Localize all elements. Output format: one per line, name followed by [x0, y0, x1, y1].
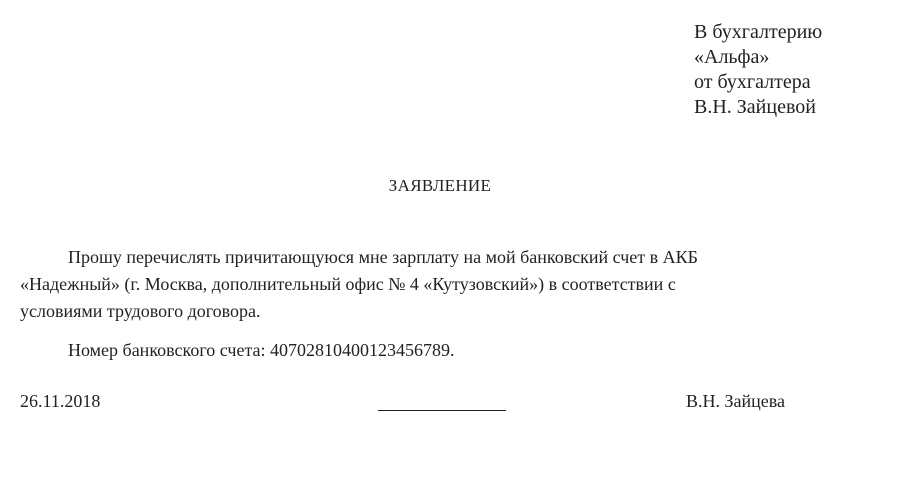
- signer-name: В.Н. Зайцева: [686, 391, 786, 411]
- bank-account-line: Номер банковского счета: 40702810400123456789.: [68, 340, 455, 360]
- addressee-block: [694, 20, 822, 120]
- body-line-2: «Надежный» (г. Москва, дополнительный офис № 4 «Кутузовский») в соответствии с: [20, 274, 676, 294]
- document-title: ЗАЯВЛЕНИЕ: [388, 176, 492, 195]
- addressee-line-from: от бухгалтера: [694, 71, 811, 93]
- body-line-3: условиями трудового договора.: [20, 301, 261, 321]
- document-date: 26.11.2018: [20, 391, 101, 411]
- signature-line: [378, 410, 506, 411]
- addressee-line-company: «Альфа»: [694, 46, 770, 68]
- statement-body: [20, 244, 795, 325]
- body-line-1: Прошу перечислять причитающуюся мне зарплату на мой банковский счет в АКБ: [68, 247, 698, 267]
- addressee-line-name: В.Н. Зайцевой: [694, 96, 816, 118]
- addressee-line-department: В бухгалтерию: [694, 21, 823, 43]
